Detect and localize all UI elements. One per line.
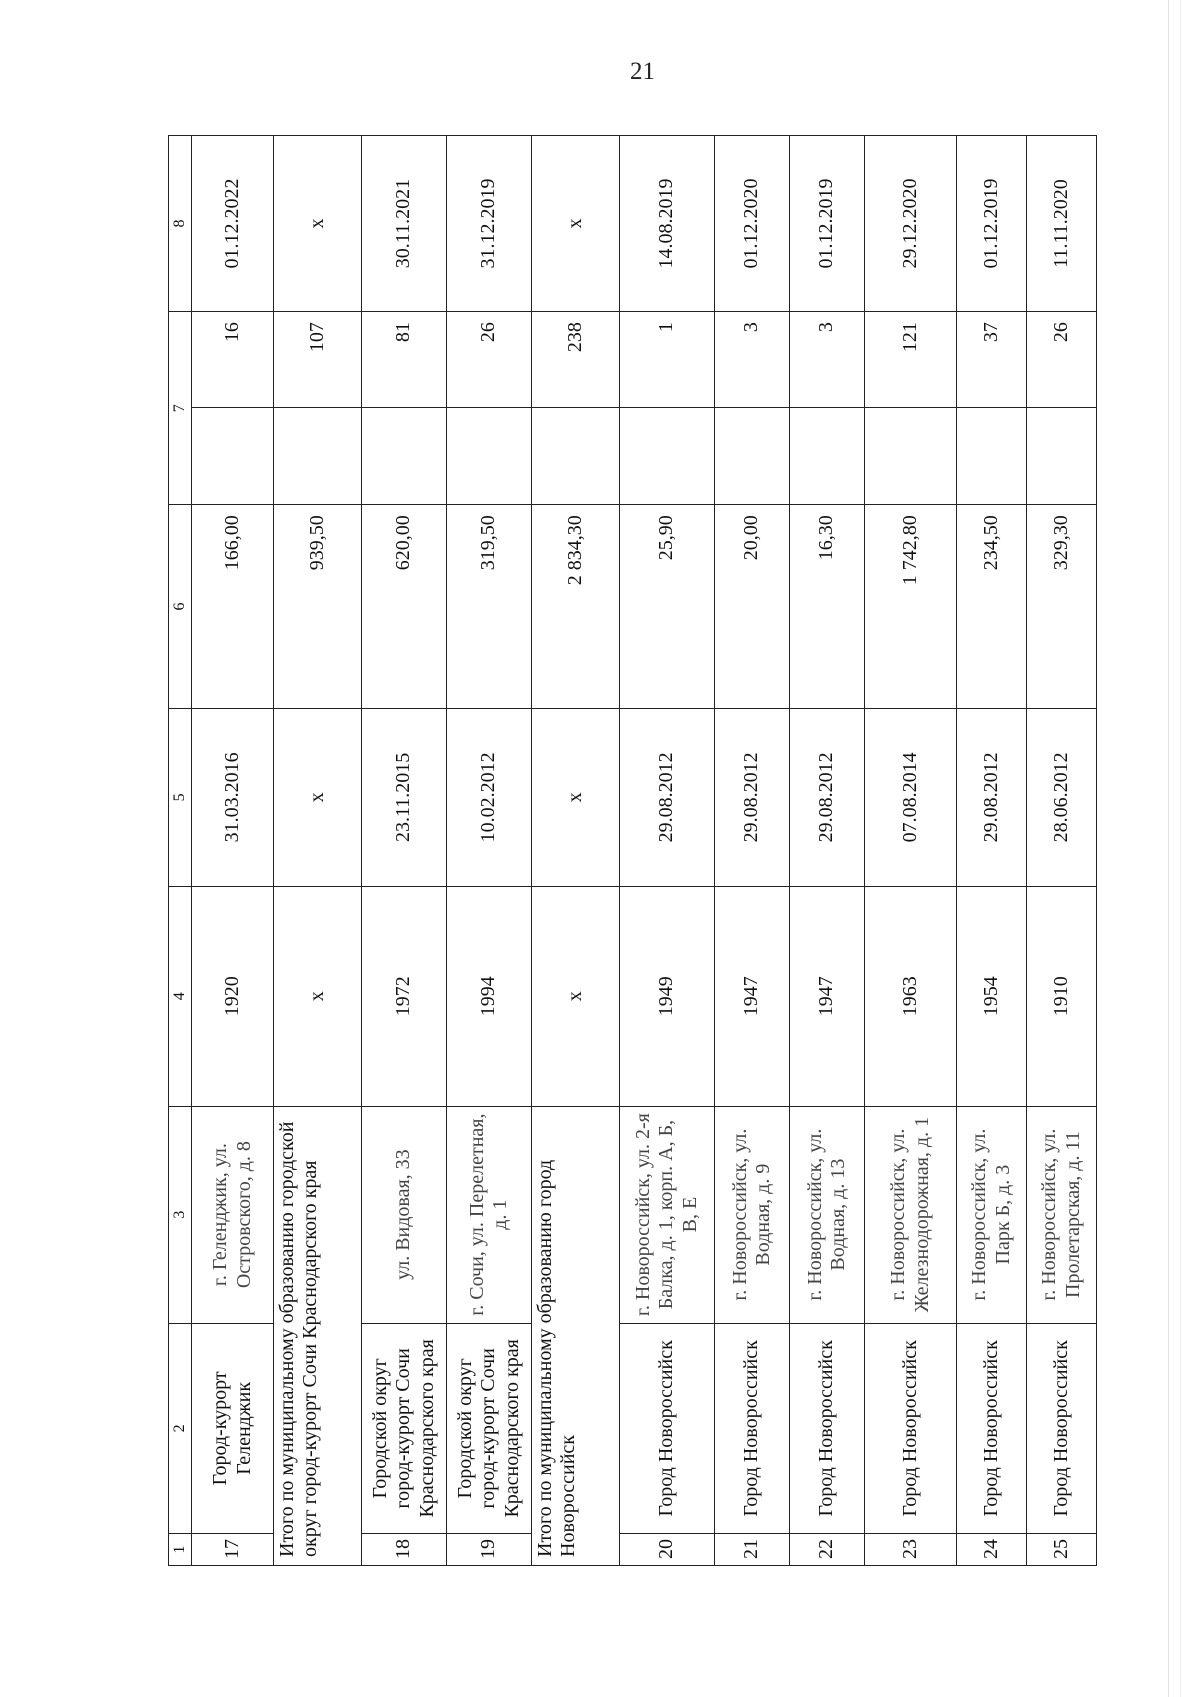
count-cell: 3: [715, 312, 790, 408]
municipality-cell: Город Новороссийск: [1027, 1323, 1097, 1533]
table-row: [790, 136, 865, 1566]
row-number: 19: [447, 1534, 532, 1566]
area-cell: 166,00: [192, 505, 274, 708]
table-row: [715, 136, 790, 1566]
area-cell: 16,30: [790, 505, 865, 708]
deadline-cell: 01.12.2020: [715, 136, 790, 312]
col7-cell: [715, 408, 790, 505]
municipality-cell: Город Новороссийск: [620, 1323, 715, 1533]
count-cell: 16: [192, 312, 274, 408]
date-cell: 28.06.2012: [1027, 708, 1097, 886]
area-cell: 25,90: [620, 505, 715, 708]
deadline-cell: 14.08.2019: [620, 136, 715, 312]
header-row: [169, 136, 192, 1566]
col7-cell: [532, 408, 620, 505]
header-col-6: 6: [169, 505, 192, 708]
rotated-table-page: [168, 135, 1084, 1566]
col7-cell: [362, 408, 447, 505]
area-cell: 620,00: [362, 505, 447, 708]
header-col-8: 8: [169, 136, 192, 312]
date-cell: 07.08.2014: [865, 708, 957, 886]
table-row: [957, 136, 1027, 1566]
col7-cell: [447, 408, 532, 505]
year-cell: 1920: [192, 887, 274, 1106]
area-cell: 329,30: [1027, 505, 1097, 708]
header-col-4: 4: [169, 887, 192, 1106]
date-cell: 29.08.2012: [790, 708, 865, 886]
header-col-1: 1: [169, 1534, 192, 1566]
count-cell: 26: [1027, 312, 1097, 408]
area-cell: 20,00: [715, 505, 790, 708]
scan-edge-line-2: [1180, 0, 1181, 1697]
header-col-7: 7: [169, 312, 192, 505]
row-number: 25: [1027, 1534, 1097, 1566]
municipality-cell: Город Новороссийск: [790, 1323, 865, 1533]
year-cell: 1949: [620, 887, 715, 1106]
col7-cell: [865, 408, 957, 505]
count-cell: 37: [957, 312, 1027, 408]
address-cell: г. Новороссийск, ул. Парк Б, д. 3: [957, 1106, 1027, 1323]
total-row: [274, 136, 362, 1566]
deadline-cell: х: [274, 136, 362, 312]
col7-cell: [192, 408, 274, 505]
municipality-cell: Город Новороссийск: [715, 1323, 790, 1533]
col7-cell: [1027, 408, 1097, 505]
deadline-cell: 30.11.2021: [362, 136, 447, 312]
year-cell: 1994: [447, 887, 532, 1106]
deadline-cell: 11.11.2020: [1027, 136, 1097, 312]
row-number: 24: [957, 1534, 1027, 1566]
address-cell: г. Геленджик, ул. Островского, д. 8: [192, 1106, 274, 1323]
date-cell: 29.08.2012: [715, 708, 790, 886]
header-col-3: 3: [169, 1106, 192, 1323]
municipality-cell: Городской округ город-курорт Сочи Краснодарского края: [362, 1323, 447, 1533]
header-col-2: 2: [169, 1323, 192, 1533]
date-cell: х: [274, 708, 362, 886]
area-cell: 1 742,80: [865, 505, 957, 708]
row-number: 18: [362, 1534, 447, 1566]
table-row: [865, 136, 957, 1566]
header-col-5: 5: [169, 708, 192, 886]
address-cell: г. Новороссийск, ул. Водная, д. 9: [715, 1106, 790, 1323]
date-cell: 10.02.2012: [447, 708, 532, 886]
table-row: [447, 136, 532, 1566]
deadline-cell: 01.12.2019: [957, 136, 1027, 312]
area-cell: 2 834,30: [532, 505, 620, 708]
count-cell: 81: [362, 312, 447, 408]
municipality-cell: Городской округ город-курорт Сочи Краснодарского края: [447, 1323, 532, 1533]
date-cell: 29.08.2012: [957, 708, 1027, 886]
year-cell: 1954: [957, 887, 1027, 1106]
table-row: [1027, 136, 1097, 1566]
municipality-cell: Город-курорт Геленджик: [192, 1323, 274, 1533]
page-number: 21: [630, 58, 655, 85]
municipality-cell: Город Новороссийск: [957, 1323, 1027, 1533]
municipality-cell: Город Новороссийск: [865, 1323, 957, 1533]
registry-table: [168, 135, 1097, 1566]
date-cell: 23.11.2015: [362, 708, 447, 886]
year-cell: х: [532, 887, 620, 1106]
deadline-cell: 31.12.2019: [447, 136, 532, 312]
row-number: 22: [790, 1534, 865, 1566]
deadline-cell: 01.12.2022: [192, 136, 274, 312]
table-row: [620, 136, 715, 1566]
col7-cell: [957, 408, 1027, 505]
address-cell: г. Новороссийск, ул. 2-я Балка, д. 1, корп. А, Б, В, Е: [620, 1106, 715, 1323]
address-cell: г. Новороссийск, ул. Водная, д. 13: [790, 1106, 865, 1323]
table-body: [169, 136, 1097, 1566]
year-cell: 1963: [865, 887, 957, 1106]
row-number: 23: [865, 1534, 957, 1566]
count-cell: 1: [620, 312, 715, 408]
total-label: Итого по муниципальному образованию городской округ город-курорт Сочи Краснодарского края: [274, 1106, 362, 1565]
address-cell: ул. Видовая, 33: [362, 1106, 447, 1323]
registry-table-wrapper: [168, 135, 1084, 1566]
address-cell: г. Сочи, ул. Перелетная, д. 1: [447, 1106, 532, 1323]
address-cell: г. Новороссийск, ул. Железнодорожная, д. 1: [865, 1106, 957, 1323]
col7-cell: [620, 408, 715, 505]
row-number: 17: [192, 1534, 274, 1566]
year-cell: 1910: [1027, 887, 1097, 1106]
row-number: 20: [620, 1534, 715, 1566]
total-label: Итого по муниципальному образованию город Новороссийск: [532, 1106, 620, 1565]
count-cell: 107: [274, 312, 362, 408]
year-cell: 1947: [790, 887, 865, 1106]
col7-cell: [274, 408, 362, 505]
date-cell: 29.08.2012: [620, 708, 715, 886]
table-row: [362, 136, 447, 1566]
total-row: [532, 136, 620, 1566]
row-number: 21: [715, 1534, 790, 1566]
area-cell: 319,50: [447, 505, 532, 708]
count-cell: 238: [532, 312, 620, 408]
year-cell: 1972: [362, 887, 447, 1106]
year-cell: 1947: [715, 887, 790, 1106]
count-cell: 3: [790, 312, 865, 408]
scan-edge-line: [1168, 0, 1169, 1697]
area-cell: 234,50: [957, 505, 1027, 708]
deadline-cell: 29.12.2020: [865, 136, 957, 312]
area-cell: 939,50: [274, 505, 362, 708]
count-cell: 121: [865, 312, 957, 408]
table-row: [192, 136, 274, 1566]
address-cell: г. Новороссийск, ул. Пролетарская, д. 11: [1027, 1106, 1097, 1323]
col7-cell: [790, 408, 865, 505]
date-cell: х: [532, 708, 620, 886]
count-cell: 26: [447, 312, 532, 408]
deadline-cell: х: [532, 136, 620, 312]
date-cell: 31.03.2016: [192, 708, 274, 886]
deadline-cell: 01.12.2019: [790, 136, 865, 312]
year-cell: х: [274, 887, 362, 1106]
